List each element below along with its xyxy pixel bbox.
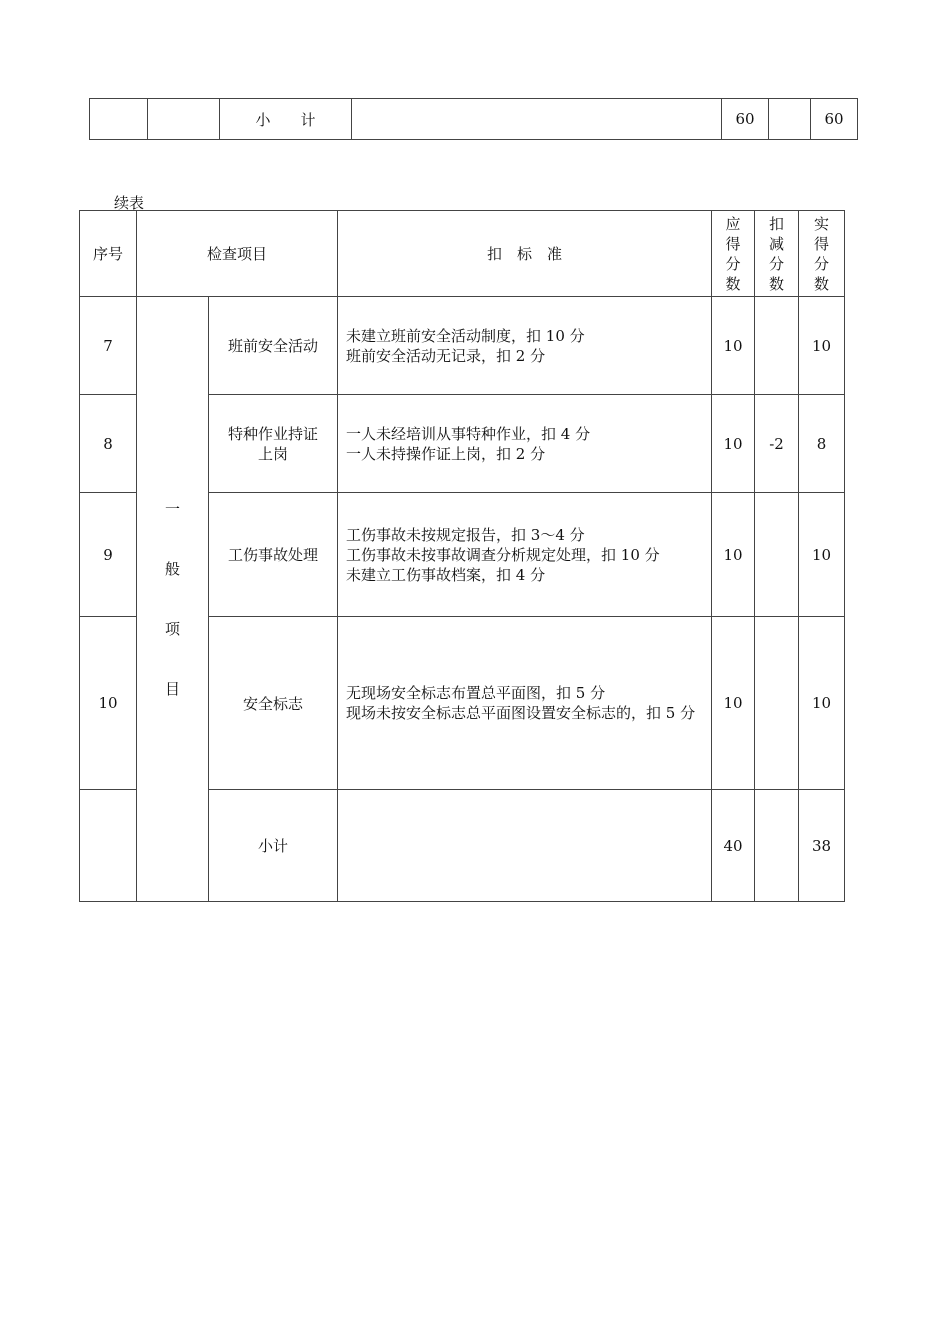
top-summary-table xyxy=(89,98,858,140)
row-deducted xyxy=(755,297,799,395)
empty-cell xyxy=(80,790,137,902)
row-seq: 7 xyxy=(80,297,137,395)
header-actual: 实 得 分 数 xyxy=(799,211,845,297)
row-criteria: 一人未经培训从事特种作业，扣 4 分 一人未持操作证上岗，扣 2 分 xyxy=(338,395,712,493)
row-full: 10 xyxy=(712,395,755,493)
subtotal-deducted xyxy=(755,790,799,902)
subtotal-actual: 38 xyxy=(799,790,845,902)
header-full-score: 应 得 分 数 xyxy=(712,211,755,297)
row-criteria: 未建立班前安全活动制度，扣 10 分 班前安全活动无记录，扣 2 分 xyxy=(338,297,712,395)
row-seq: 8 xyxy=(80,395,137,493)
full-score: 60 xyxy=(722,99,769,140)
empty-cell xyxy=(338,790,712,902)
row-actual: 10 xyxy=(799,297,845,395)
actual-score: 60 xyxy=(811,99,858,140)
subtotal-full: 40 xyxy=(712,790,755,902)
row-criteria: 无现场安全标志布置总平面图，扣 5 分 现场未按安全标志总平面图设置安全标志的，扣 5 分 xyxy=(338,617,712,790)
row-item: 特种作业持证上岗 xyxy=(209,395,338,493)
subtotal-label: 小计 xyxy=(209,790,338,902)
row-full: 10 xyxy=(712,617,755,790)
empty-cell xyxy=(148,99,220,140)
subtotal-label: 小 计 xyxy=(220,99,352,140)
row-full: 10 xyxy=(712,493,755,617)
row-item: 安全标志 xyxy=(209,617,338,790)
header-item: 检查项目 xyxy=(137,211,338,297)
row-item: 班前安全活动 xyxy=(209,297,338,395)
header-row xyxy=(80,211,845,297)
row-deducted xyxy=(755,617,799,790)
deducted-score xyxy=(769,99,811,140)
header-seq: 序号 xyxy=(80,211,137,297)
category-general-items: 一 般 项 目 xyxy=(137,297,209,902)
header-deducted: 扣 减 分 数 xyxy=(755,211,799,297)
table-caption: 续表 xyxy=(114,194,145,212)
row-deducted: -2 xyxy=(755,395,799,493)
row-actual: 10 xyxy=(799,493,845,617)
row-seq: 9 xyxy=(80,493,137,617)
row-full: 10 xyxy=(712,297,755,395)
row-seq: 10 xyxy=(80,617,137,790)
table-row xyxy=(90,99,858,140)
row-criteria: 工伤事故未按规定报告，扣 3～4 分 工伤事故未按事故调查分析规定处理，扣 10 分 未建立工伤事故档案，扣 4 分 xyxy=(338,493,712,617)
inspection-table xyxy=(79,210,845,902)
row-actual: 10 xyxy=(799,617,845,790)
row-item: 工伤事故处理 xyxy=(209,493,338,617)
row-actual: 8 xyxy=(799,395,845,493)
empty-cell xyxy=(90,99,148,140)
row-deducted xyxy=(755,493,799,617)
empty-cell xyxy=(352,99,722,140)
table-row xyxy=(80,297,845,395)
header-criteria: 扣 标 准 xyxy=(338,211,712,297)
